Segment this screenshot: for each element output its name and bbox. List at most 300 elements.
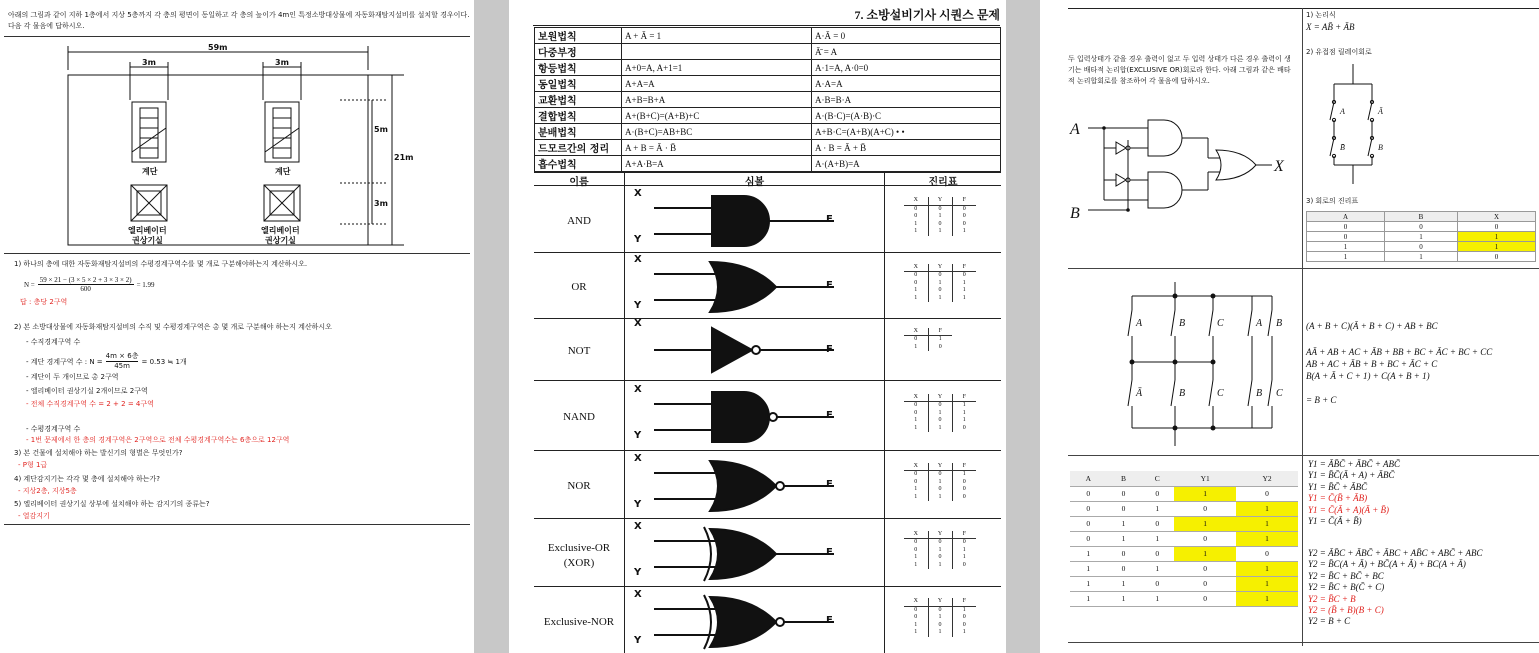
table-cell: 0 [1174, 576, 1236, 591]
truth-cell: 0 [928, 344, 952, 352]
table-cell: 0 [1107, 501, 1141, 516]
question-5: 5) 엘리베이터 권상기실 상부에 설치해야 하는 감지기의 종류는? [14, 500, 210, 508]
truth-table [904, 197, 976, 236]
y1-equation: Y1 = B̄C̄ + ĀBC̄ [1308, 481, 1368, 492]
gate-name-text: AND [567, 214, 591, 227]
q2-denominator: 45m [114, 362, 130, 370]
formula-numerator: 59 × 21 − (3 × 5 × 2 + 3 × 3 × 2) [39, 276, 132, 284]
law-or-form: A+0=A, A+1=1 [622, 60, 812, 76]
table-cell: 0 [1174, 531, 1236, 546]
truth-cell: 1 [914, 621, 918, 628]
r1-title: 1) 논리식 [1306, 11, 1336, 19]
truth-row [904, 228, 976, 236]
law-name: 결합법칙 [535, 108, 622, 124]
law-or-form: A+B=B+A [622, 92, 812, 108]
page-1 [0, 0, 474, 653]
truth-cell: 1 [914, 554, 918, 560]
y2-equation: Y2 = B̄C + B(C̄ + C) [1308, 582, 1385, 593]
answer-5: - 열감지기 [18, 512, 50, 520]
nand-gate-symbol [634, 386, 884, 446]
not-gate-symbol [634, 320, 884, 380]
table-cell: 0 [1457, 222, 1535, 232]
col-symbol-header: 심볼 [624, 173, 884, 186]
table-header-cell: Y1 [1174, 471, 1236, 486]
column-rule [1302, 8, 1303, 646]
table-cell: 0 [1070, 486, 1107, 501]
truth-cell: 1 [928, 614, 952, 622]
y1-equation: Y1 = C̄(Ā + B̄) [1308, 516, 1362, 527]
truth-cell: 1 [928, 213, 952, 221]
table-cell: 0 [1140, 486, 1174, 501]
truth-cell: 1 [928, 228, 952, 236]
stair-label-right: 계단 [275, 167, 291, 176]
law-row [535, 60, 1001, 76]
truth-cell: 0 [914, 402, 918, 408]
answer-1: 답 : 층당 2구역 [20, 298, 68, 306]
truth-cell: 0 [952, 486, 976, 494]
q2-line-2 [26, 352, 187, 371]
table-cell: 0 [1107, 486, 1141, 501]
truth-cell: 1 [952, 547, 976, 555]
table-cell: 1 [1070, 546, 1107, 561]
table-row [1307, 242, 1536, 252]
gate-name [534, 214, 624, 229]
table-cell: 1 [1236, 591, 1298, 606]
table-cell: 1 [1174, 516, 1236, 531]
law-and-form: A·A=A [812, 76, 1001, 92]
truth-row [904, 410, 976, 418]
question-3: 3) 본 건물에 설치해야 하는 발신기의 형별은 무엇인가? [14, 449, 183, 457]
table-cell: 0 [1070, 531, 1107, 546]
truth-cell: 0 [952, 539, 976, 547]
y1-y2-truth-table [1070, 471, 1298, 607]
truth-row [904, 425, 976, 433]
input-a-label: A [1070, 121, 1080, 138]
truth-header: X [904, 197, 928, 205]
truth-cell: 0 [952, 272, 976, 280]
truth-cell: 0 [928, 471, 952, 479]
q2-line-6: - 수평경계구역 수 [26, 425, 81, 433]
table-header-cell: B [1385, 212, 1458, 222]
truth-header: F [952, 598, 976, 606]
law-or-form: A + B = Ā · B̄ [622, 140, 812, 156]
table-cell: 1 [1236, 501, 1298, 516]
law-name: 보원법칙 [535, 28, 622, 44]
contact-label: A [1136, 318, 1143, 329]
truth-cell: 0 [914, 213, 918, 219]
table-header-row [1070, 471, 1298, 486]
truth-row [904, 547, 976, 555]
law-row [535, 76, 1001, 92]
truth-cell: 1 [914, 561, 918, 568]
truth-header: X [904, 598, 928, 606]
truth-row [904, 336, 952, 344]
truth-cell: 1 [914, 424, 918, 431]
truth-cell: 1 [952, 606, 976, 614]
contact-label: C [1217, 388, 1224, 399]
truth-header: F [952, 463, 976, 471]
truth-table [904, 531, 976, 570]
table-row [1070, 516, 1298, 531]
output-f-label: F [826, 479, 833, 490]
gate-name-sub: (XOR) [563, 557, 595, 569]
truth-cell: 1 [952, 280, 976, 288]
nor-gate-symbol [634, 455, 884, 515]
table-row [1307, 232, 1536, 242]
truth-header: X [904, 531, 928, 539]
gate-name [534, 479, 624, 494]
q2-line-1: - 수직경계구역 수 [26, 338, 81, 346]
truth-cell: 0 [914, 336, 918, 342]
truth-cell: 1 [914, 294, 918, 301]
gate-name-text: NOT [567, 345, 591, 357]
question-2: 2) 본 소방대상물에 자동화재탐지설비의 수직 및 수평경계구역은 총 몇 개로 구분해야 하는지 계산하시오 [14, 323, 332, 331]
truth-row [904, 539, 976, 547]
xor-description: 두 입력상태가 같을 경우 출력이 없고 두 입력 상태가 다른 경우 출력이 생기는 배타적 논리합(EXCLUSIVE OR)회로라 한다. 아래 그림과 같은 배타적 논리합회로를 참조하여 각 물음에 답하시오. [1068, 55, 1291, 85]
truth-cell: 1 [914, 228, 918, 234]
truth-cell: 1 [928, 295, 952, 303]
table-cell: 1 [1174, 546, 1236, 561]
truth-row [904, 205, 976, 213]
truth-cell: 1 [928, 410, 952, 418]
truth-cell: 0 [928, 287, 952, 295]
truth-cell: 0 [928, 221, 952, 229]
formula-n: N = [24, 280, 35, 289]
truth-cell: 0 [914, 471, 918, 477]
and-gate-symbol [634, 187, 884, 250]
table-header-cell: Y2 [1236, 471, 1298, 486]
y2-equation: Y2 = B + C [1308, 616, 1351, 627]
truth-cell: 0 [952, 425, 976, 433]
q2-formula-lhs: - 계단 경계구역 수 : N = [26, 357, 103, 366]
output-f-label: F [826, 410, 833, 421]
col-truth-header: 진리표 [884, 173, 1001, 186]
table-cell: 0 [1236, 546, 1298, 561]
relay-b-bar: B̄ [1340, 143, 1345, 152]
truth-cell: 0 [914, 614, 918, 620]
input-y-label: Y [634, 430, 642, 441]
dim-3m-right: 3m [275, 58, 289, 67]
equation-line: AB + AC + ĀB + B + BC + ĀC + C [1306, 359, 1438, 369]
truth-cell: 0 [928, 417, 952, 425]
law-and-form: A·(B·C)=(A·B)·C [812, 108, 1001, 124]
table-cell: 0 [1070, 516, 1107, 531]
divider [4, 524, 470, 525]
table-row [1070, 546, 1298, 561]
truth-row [904, 295, 976, 303]
law-or-form: A+(B+C)=(A+B)+C [622, 108, 812, 124]
law-name: 교환법칙 [535, 92, 622, 108]
law-and-form: A·B=B·A [812, 92, 1001, 108]
dim-3m: 3m [374, 199, 388, 208]
relay-a: A [1340, 107, 1345, 116]
truth-cell: 1 [952, 402, 976, 410]
input-y-label: Y [634, 300, 642, 311]
input-x-label: X [634, 384, 642, 395]
input-x-label: X [634, 453, 642, 464]
gate-row [534, 519, 1001, 587]
law-name: 드모르간의 정리 [535, 140, 622, 156]
formula-1 [24, 276, 155, 293]
truth-row [904, 479, 976, 487]
truth-cell: 0 [914, 478, 918, 485]
truth-row [904, 629, 976, 637]
input-y-label: Y [634, 567, 642, 578]
gate-row [534, 253, 1001, 319]
truth-cell: 1 [914, 343, 918, 350]
dim-5m: 5m [374, 125, 388, 134]
table-cell: 1 [1236, 531, 1298, 546]
truth-row [904, 221, 976, 229]
q2-line-3: - 계단이 두 개이므로 총 2구역 [26, 373, 119, 381]
col-name-header: 이름 [534, 173, 624, 186]
output-x-label: X [1274, 158, 1284, 175]
truth-table [904, 598, 976, 637]
truth-cell: 0 [952, 494, 976, 502]
truth-cell: 1 [952, 417, 976, 425]
table-cell: 0 [1457, 252, 1535, 262]
law-row [535, 44, 1001, 60]
truth-cell: 1 [914, 220, 918, 227]
output-f-label: F [826, 213, 833, 225]
law-name: 흡수법칙 [535, 156, 622, 172]
input-x-label: X [634, 588, 642, 600]
truth-row [904, 213, 976, 221]
table-cell: 1 [1457, 242, 1535, 252]
truth-header: X [904, 463, 928, 471]
or-gate-symbol [634, 256, 884, 316]
table-cell: 1 [1385, 232, 1458, 242]
table-row [1070, 486, 1298, 501]
y2-equation: Y2 = B̄C(A + Ā) + BC̄(A + Ā) + BC(A + Ā) [1308, 559, 1466, 570]
dim-width: 59m [208, 43, 228, 52]
relay-circuit [1306, 60, 1406, 185]
truth-cell: 1 [928, 629, 952, 637]
y2-equations [1308, 548, 1482, 628]
law-or-form: A·(B+C)=AB+BC [622, 124, 812, 140]
table-cell: 1 [1107, 531, 1141, 546]
truth-cell: 1 [952, 554, 976, 562]
question-4: 4) 계단감지기는 각각 몇 층에 설치해야 하는가? [14, 475, 160, 483]
truth-row [904, 606, 976, 614]
gate-symbol [634, 588, 884, 651]
gate-table [534, 172, 1001, 653]
floor-plan [0, 40, 474, 255]
truth-cell: 1 [952, 629, 976, 637]
truth-cell: 1 [914, 486, 918, 492]
truth-table [904, 463, 976, 502]
y1-equations [1308, 459, 1400, 527]
truth-cell: 1 [914, 629, 918, 635]
table-cell: 1 [1107, 591, 1141, 606]
law-or-form [622, 44, 812, 60]
input-x-label: X [634, 254, 642, 265]
gate-name [534, 344, 624, 359]
truth-cell: 0 [928, 486, 952, 494]
truth-cell: 0 [914, 272, 918, 278]
truth-cell: 1 [952, 410, 976, 418]
contact-label: Ā [1136, 388, 1143, 399]
truth-cell: 1 [952, 287, 976, 295]
truth-cell: 1 [928, 280, 952, 288]
table-cell: 1 [1385, 252, 1458, 262]
law-name: 다중부정 [535, 44, 622, 60]
gate-symbol [634, 523, 884, 583]
header-rule [1068, 8, 1539, 9]
truth-cell: 0 [914, 205, 918, 212]
truth-row [904, 287, 976, 295]
truth-header: F [928, 328, 952, 336]
elevator-label-right: 엘리베이터 [261, 226, 300, 235]
input-y-label: Y [634, 233, 642, 245]
input-y-label: Y [634, 634, 642, 646]
table-cell: 0 [1307, 232, 1385, 242]
gate-name-text: Exclusive-NOR [543, 615, 615, 628]
table-cell: 1 [1107, 576, 1141, 591]
problem-intro: 아래의 그림과 같이 지하 1층에서 지상 5층까지 각 층의 평면이 동일하고 각 층의 높이가 4m인 특정소방대상물에 자동화재탐지설비를 설치할 경우이다. 다음 각 물음에 답하시오. [8, 11, 470, 30]
table-cell: 1 [1140, 561, 1174, 576]
gate-name-text: NOR [567, 480, 591, 492]
q2-line-4: - 엘리베이터 권상기실 2개이므로 2구역 [26, 387, 148, 395]
input-x-label: X [634, 521, 642, 532]
input-y-label: Y [634, 499, 642, 510]
table-row [1070, 561, 1298, 576]
truth-cell: 1 [952, 228, 976, 236]
relay-a-bar: Ā [1378, 107, 1383, 116]
truth-cell: 0 [952, 614, 976, 622]
truth-row [904, 402, 976, 410]
page-2 [509, 0, 1006, 653]
table-cell: 1 [1457, 232, 1535, 242]
truth-header: F [952, 264, 976, 272]
q2-formula-result: = 0.53 ≒ 1개 [141, 357, 187, 366]
table-cell: 1 [1174, 486, 1236, 501]
gate-symbol [634, 320, 884, 380]
truth-row [904, 494, 976, 502]
table-cell: 0 [1107, 561, 1141, 576]
table-cell: 1 [1070, 591, 1107, 606]
truth-cell: 0 [914, 606, 918, 613]
answer-4: - 지상2층, 지상5층 [18, 487, 77, 495]
law-name: 동일법칙 [535, 76, 622, 92]
table-cell: 1 [1140, 591, 1174, 606]
law-row [535, 108, 1001, 124]
table-header-cell: A [1070, 471, 1107, 486]
dim-21m: 21m [394, 153, 414, 162]
row-rule [1068, 642, 1539, 643]
table-header-cell: X [1457, 212, 1535, 222]
divider [4, 253, 470, 254]
truth-table [904, 394, 976, 433]
bridge-circuit [1080, 276, 1300, 451]
truth-cell: 0 [928, 402, 952, 410]
q2-numerator: 4m × 6층 [105, 352, 139, 360]
page-3 [1040, 0, 1539, 653]
truth-cell: 1 [914, 493, 918, 500]
law-and-form: A·Ā = 0 [812, 28, 1001, 44]
law-and-form: A·(A+B)=A [812, 156, 1001, 172]
q2-line-5: - 전체 수직경계구역 수 = 2 + 2 = 4구역 [26, 400, 154, 408]
q2-line-7: - 1번 문제에서 한 층의 경계구역은 2구역으로 전체 수평경계구역수는 6층으로 12구역 [26, 436, 290, 444]
contact-label: C [1217, 318, 1224, 329]
truth-cell: 0 [952, 562, 976, 570]
truth-table [904, 328, 952, 352]
row-rule [1068, 455, 1539, 456]
truth-cell: 1 [952, 295, 976, 303]
table-row [1070, 591, 1298, 606]
contact-label: C [1276, 388, 1283, 399]
input-x-label: X [634, 318, 642, 329]
law-or-form: A+A·B=A [622, 156, 812, 172]
truth-cell: 0 [952, 213, 976, 221]
table-cell: 0 [1070, 501, 1107, 516]
output-f-label: F [826, 547, 833, 558]
law-row [535, 124, 1001, 140]
law-or-form: A + Ā = 1 [622, 28, 812, 44]
truth-cell: 0 [952, 479, 976, 487]
truth-cell: 1 [928, 547, 952, 555]
truth-cell: 0 [914, 539, 918, 545]
formula-result: = 1.99 [136, 280, 155, 289]
contact-label: A [1256, 318, 1263, 329]
law-row [535, 28, 1001, 44]
truth-header: Y [928, 394, 952, 402]
equation-line: = B + C [1306, 395, 1337, 405]
gate-symbol [634, 455, 884, 515]
table-cell: 1 [1140, 531, 1174, 546]
truth-cell: 0 [952, 205, 976, 213]
y1-equation: Y1 = C̄(B̄ + ĀB) [1308, 493, 1368, 504]
table-cell: 0 [1385, 222, 1458, 232]
gate-symbol [634, 256, 884, 316]
table-cell: 0 [1140, 516, 1174, 531]
gate-row [534, 319, 1001, 381]
truth-cell: 0 [928, 622, 952, 630]
exclusive-or-gate-symbol [634, 523, 884, 583]
truth-cell: 1 [928, 562, 952, 570]
truth-header: F [952, 394, 976, 402]
y2-equation: Y2 = B̄C + B [1308, 593, 1356, 604]
contact-label: B [1256, 388, 1263, 399]
table-cell: 0 [1385, 242, 1458, 252]
table-cell: 1 [1307, 242, 1385, 252]
gate-row [534, 381, 1001, 451]
truth-row [904, 622, 976, 630]
question-1: 1) 하나의 층에 대한 자동화재탐지설비의 수평경계구역수를 몇 개로 구분해야하는지 계산하시오. [14, 260, 308, 268]
truth-cell: 1 [952, 471, 976, 479]
gate-name-text: NAND [563, 411, 595, 423]
header-rule [533, 25, 1000, 26]
page-header: 7. 소방설비기사 시퀀스 문제 [854, 8, 1000, 22]
table-cell: 1 [1140, 501, 1174, 516]
law-or-form: A+A=A [622, 76, 812, 92]
answer-3: - P형 1급 [18, 461, 48, 469]
formula-denominator: 600 [80, 285, 91, 293]
truth-header: X [904, 394, 928, 402]
input-b-label: B [1070, 205, 1080, 222]
table-header-row [1307, 212, 1536, 222]
contact-label: B [1179, 388, 1186, 399]
row-rule [1068, 268, 1539, 269]
law-row [535, 156, 1001, 172]
y1-equation: Y1 = B̄C̄(Ā + A) + ĀBC̄ [1308, 470, 1395, 481]
y2-equation: Y2 = B̄C + BC̄ + BC [1308, 570, 1384, 581]
truth-header: Y [928, 598, 952, 606]
table-header-cell: B [1107, 471, 1141, 486]
relay-b: B [1378, 143, 1383, 152]
gate-row [534, 587, 1001, 653]
divider [4, 36, 470, 37]
